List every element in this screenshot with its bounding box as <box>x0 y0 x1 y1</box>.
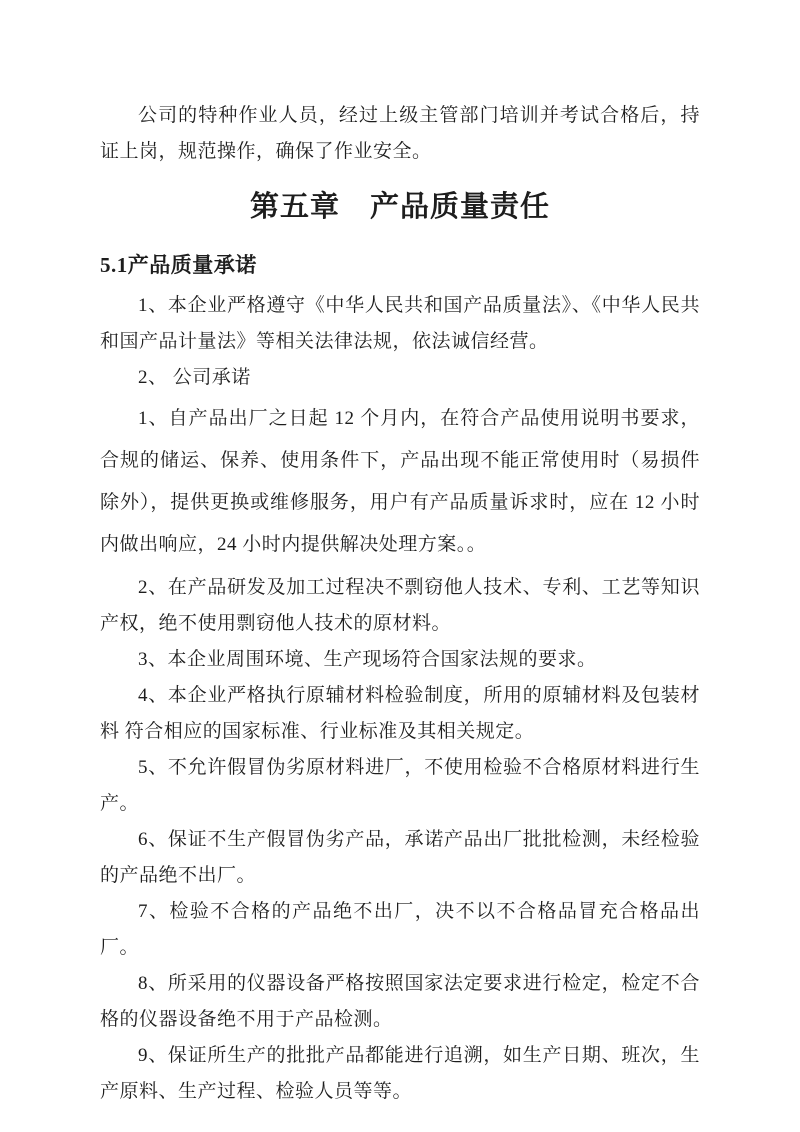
paragraph-traceability: 9、保证所生产的批批产品都能进行追溯，如生产日期、班次，生产原料、生产过程、检验人员等等。 <box>100 1045 700 1102</box>
paragraph-instrument-calibration: 8、所采用的仪器设备严格按照国家法定要求进行检定，检定不合格的仪器设备绝不用于产品检测。 <box>100 973 700 1030</box>
paragraph-environment: 3、本企业周围环境、生产现场符合国家法规的要求。 <box>138 649 597 670</box>
paragraph-company-promise: 2、 公司承诺 <box>138 367 251 388</box>
paragraph-ip-respect: 2、在产品研发及加工过程决不剽窃他人技术、专利、工艺等知识产权，绝不使用剽窃他人技术的原材料。 <box>100 577 700 634</box>
paragraph-law-compliance: 1、本企业严格遵守《中华人民共和国产品质量法》、《中华人民共和国产品计量法》等相关法律法规，依法诚信经营。 <box>100 295 700 352</box>
intro-paragraph: 公司的特种作业人员，经过上级主管部门培训并考试合格后，持证上岗，规范操作，确保了作业安全。 <box>100 105 700 162</box>
paragraph-no-unqualified-shipment: 7、检验不合格的产品绝不出厂，决不以不合格品冒充合格品出厂。 <box>100 901 700 958</box>
paragraph-batch-testing: 6、保证不生产假冒伪劣产品，承诺产品出厂批批检测，未经检验的产品绝不出厂。 <box>100 829 700 886</box>
chapter-title: 第五章 产品质量责任 <box>249 191 550 223</box>
paragraph-material-inspection: 4、本企业严格执行原辅材料检验制度，所用的原辅材料及包装材料 符合相应的国家标准、行业标准及其相关规定。 <box>100 685 700 742</box>
paragraph-no-fake-materials: 5、不允许假冒伪劣原材料进厂，不使用检验不合格原材料进行生产。 <box>100 757 700 814</box>
paragraph-warranty: 1、自产品出厂之日起 12 个月内，在符合产品使用说明书要求，合规的储运、保养、使用条件下，产品出现不能正常使用时（易损件除外），提供更换或维修服务，用户有产品质量诉求时，应在 12 小时内做出响应，24 小时内提供解决处理方案。。 <box>100 408 700 555</box>
section-heading: 5.1产品质量承诺 <box>100 253 257 277</box>
